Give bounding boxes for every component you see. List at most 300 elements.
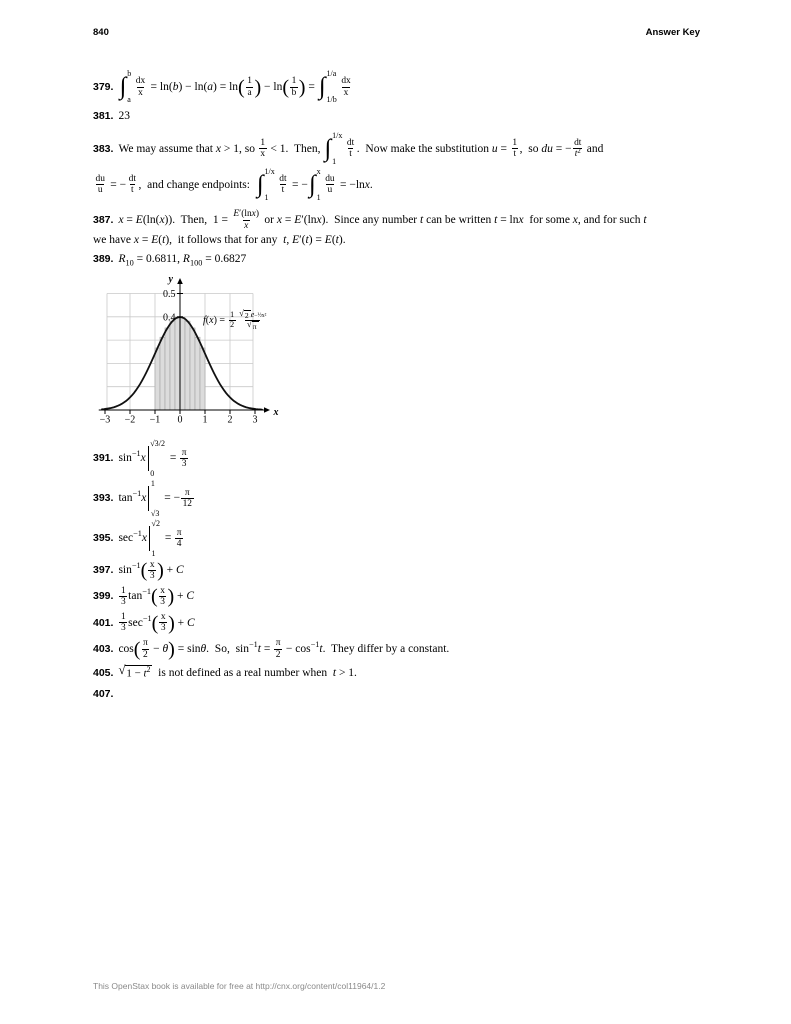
answer-content — [118, 438, 189, 478]
math-text: ′( — [299, 234, 306, 247]
math-variable: t — [283, 234, 287, 247]
math-variable: E — [292, 234, 300, 247]
answer-content — [118, 559, 184, 582]
fraction-numerator: du — [325, 173, 335, 184]
answer-399 — [93, 586, 718, 608]
math-variable: E — [135, 213, 143, 226]
math-radical — [118, 665, 152, 681]
integral-sign-icon: ∫ — [308, 171, 316, 199]
lower-limit: 1 — [332, 156, 337, 166]
fraction-denominator: t — [281, 185, 285, 196]
curve-equation-label — [203, 307, 269, 332]
math-fraction — [340, 76, 352, 98]
fraction-denominator: x — [260, 149, 266, 160]
math-text: sec — [118, 532, 134, 545]
math-fraction — [159, 612, 167, 634]
fraction-numerator: 1 — [230, 310, 235, 320]
math-fraction — [278, 174, 288, 196]
fraction-denominator: 2 — [230, 320, 235, 330]
math-variable: x — [364, 178, 370, 191]
math-text: tan — [128, 590, 143, 603]
math-paren: ) — [254, 75, 262, 98]
math-variable: t — [332, 666, 337, 679]
upper-limit: x — [316, 166, 321, 176]
math-variable: t — [319, 642, 323, 655]
math-superscript: −1 — [131, 449, 141, 459]
fraction-numerator: dx — [135, 75, 146, 86]
math-text: = — [305, 80, 318, 93]
answer-content — [118, 253, 247, 268]
answer-395 — [93, 520, 718, 558]
math-text: = — [497, 142, 510, 155]
math-text: for some — [523, 213, 573, 226]
upper-limit: √2 — [151, 518, 160, 528]
fraction-numerator: 1 — [120, 585, 126, 596]
radical-body: 2 — [244, 310, 249, 320]
integral-sign-icon: ∫ — [256, 171, 264, 199]
math-variable: x — [133, 234, 139, 247]
y-axis-arrow-icon — [177, 278, 183, 284]
fraction-denominator: x — [343, 87, 349, 98]
fraction-denominator: t — [349, 149, 352, 160]
math-fraction — [159, 586, 167, 608]
lower-limit: 1 — [264, 192, 269, 202]
answer-content — [118, 611, 195, 634]
math-superscript: −1 — [310, 639, 320, 649]
fraction-numerator: 1 — [291, 75, 297, 86]
math-text: or — [261, 213, 277, 226]
math-text: + — [163, 564, 177, 577]
math-variable: t — [305, 234, 309, 247]
math-fraction — [345, 138, 355, 160]
page-number: 840 — [93, 27, 109, 38]
answer-381 — [93, 109, 718, 124]
radical-sign-icon: √ — [246, 319, 252, 330]
integral-limits — [265, 168, 275, 202]
math-variable: x — [140, 452, 146, 465]
math-text: − — [150, 642, 163, 655]
math-variable: x — [215, 142, 221, 155]
math-text: )). Then, 1 = — [164, 213, 231, 226]
math-evaluation-bar — [149, 520, 160, 558]
fraction-numerator: dx — [341, 75, 351, 86]
upper-limit: 1/x — [264, 166, 275, 176]
math-text: + — [174, 590, 187, 603]
math-superscript: −1 — [132, 489, 142, 499]
fraction-numerator: 1 — [512, 137, 518, 148]
evaluation-limits — [150, 440, 165, 478]
fraction-denominator: 3 — [120, 597, 126, 608]
math-fraction — [274, 638, 282, 660]
math-fraction — [238, 307, 268, 332]
math-integral — [324, 132, 342, 166]
math-paren: ( — [140, 559, 148, 582]
answer-number: 381. — [93, 110, 114, 122]
fraction-denominator — [245, 320, 260, 331]
x-tick-label: 3 — [252, 414, 258, 426]
answer-389 — [93, 252, 718, 268]
fraction-denominator: b — [291, 87, 297, 98]
fraction-denominator: 12 — [182, 499, 193, 510]
fraction-numerator: π — [184, 487, 190, 498]
math-text: ′(ln — [301, 213, 317, 226]
answer-content — [93, 166, 373, 202]
answer-number: 387. — [93, 213, 114, 226]
x-tick-label: 2 — [227, 414, 233, 426]
answer-397 — [93, 560, 718, 582]
math-superscript: 2 — [577, 148, 581, 156]
math-variable: e — [250, 310, 255, 320]
math-fraction — [246, 76, 254, 98]
answer-content — [118, 637, 450, 660]
math-variable: x — [118, 213, 124, 226]
fraction-denominator: 4 — [176, 539, 182, 550]
answer-401 — [93, 612, 718, 634]
answer-number: 395. — [93, 532, 114, 545]
math-evaluation-bar — [148, 440, 165, 478]
math-variable: E — [324, 234, 332, 247]
fraction-numerator — [238, 307, 268, 320]
fraction-denominator: u — [97, 185, 103, 196]
answer-389-graph — [95, 270, 320, 428]
math-paren: ( — [133, 637, 141, 660]
answer-content — [118, 585, 195, 608]
answer-number: 405. — [93, 666, 114, 679]
math-superscript: −1 — [133, 529, 142, 539]
y-axis-label: y — [168, 273, 173, 285]
math-fraction — [511, 138, 519, 160]
math-variable: x — [518, 213, 524, 226]
normal-distribution-plot — [95, 270, 320, 428]
math-variable: f — [203, 315, 206, 327]
fraction-numerator: dt — [279, 173, 287, 184]
math-paren: ) — [168, 611, 175, 634]
answer-393 — [93, 480, 718, 518]
math-fraction — [573, 138, 583, 160]
math-fraction — [259, 138, 267, 160]
answer-383 — [93, 132, 718, 166]
fraction-numerator: x — [160, 611, 166, 622]
math-paren: ) — [298, 75, 306, 98]
math-variable: x — [316, 213, 322, 226]
math-variable: C — [186, 590, 195, 603]
page-footer — [93, 981, 385, 991]
math-integral — [119, 70, 131, 104]
math-text: ) = — [308, 234, 325, 247]
fraction-numerator: 1 — [120, 611, 126, 622]
answer-391 — [93, 440, 718, 478]
upper-limit: b — [127, 69, 132, 78]
math-text: < 1. Then, — [267, 142, 324, 155]
fraction-denominator: a — [247, 87, 252, 98]
fraction-numerator: 1 — [260, 137, 266, 148]
math-superscript: 2 — [146, 665, 151, 675]
integral-limits — [317, 168, 321, 202]
math-text: 1 − — [126, 667, 144, 680]
x-tick-label: −2 — [124, 414, 136, 426]
answer-379 — [93, 70, 718, 104]
math-subscript: 100 — [189, 258, 203, 268]
math-variable: x — [209, 315, 214, 327]
upper-limit: 1/a — [326, 69, 337, 78]
fraction-denominator: 3 — [160, 623, 166, 634]
answer-number: 401. — [93, 616, 114, 629]
fraction-numerator: du — [95, 173, 105, 184]
evaluation-bar-line — [148, 446, 149, 471]
math-text: sin — [118, 452, 132, 465]
math-superscript: −½x² — [254, 313, 267, 320]
answer-number: 391. — [93, 452, 114, 465]
answer-383-continued — [93, 168, 718, 202]
y-tick-label: 0.4 — [163, 311, 176, 323]
answer-content — [118, 478, 194, 518]
math-text: . Now make the substitution — [356, 142, 492, 155]
y-tick-label: 0.5 — [163, 288, 176, 300]
math-subscript: 10 — [125, 258, 134, 268]
integral-sign-icon: ∫ — [119, 73, 127, 101]
math-fraction — [119, 586, 127, 608]
fraction-numerator: π — [275, 637, 281, 648]
math-text: , so — [519, 142, 542, 155]
math-text: . So, sin — [206, 642, 249, 655]
math-integral — [319, 70, 337, 104]
math-text: tan — [118, 492, 133, 505]
math-text: = −ln — [337, 178, 365, 191]
fraction-denominator: 3 — [149, 571, 155, 582]
math-text: = − — [161, 492, 181, 505]
fraction-numerator: π — [142, 637, 148, 648]
x-tick-label: 0 — [177, 414, 183, 426]
math-superscript: −1 — [249, 639, 258, 649]
math-text: = ln — [497, 213, 519, 226]
evaluation-bar-line — [149, 526, 150, 551]
evaluation-limits — [151, 480, 159, 518]
math-fraction — [119, 612, 127, 634]
math-text: ′(ln — [239, 208, 252, 219]
math-text: = − — [107, 178, 127, 191]
math-text: can be written — [423, 213, 495, 226]
fraction-denominator — [573, 148, 582, 160]
lower-limit: 1/b — [326, 94, 337, 104]
answer-number: 399. — [93, 590, 114, 603]
footer-text: This OpenStax book is available for free at http://cnx.org/content/col11964/1.2 — [93, 981, 386, 991]
answer-387-continued — [93, 233, 718, 248]
math-paren: ) — [168, 637, 175, 660]
math-superscript: −1 — [142, 613, 152, 623]
fraction-denominator: 3 — [120, 623, 126, 634]
lower-limit: 1 — [151, 548, 156, 558]
fraction-denominator — [243, 220, 250, 232]
math-text: ). — [338, 234, 346, 247]
math-text: = — [261, 642, 274, 655]
math-fraction — [141, 638, 149, 660]
math-text: ( — [205, 315, 210, 327]
math-text: 23 — [118, 110, 130, 122]
math-fraction — [127, 174, 137, 196]
upper-limit: 1/x — [332, 130, 343, 140]
math-text: = — [166, 452, 180, 465]
answer-number: 407. — [93, 688, 114, 701]
math-variable: θ — [162, 642, 169, 655]
radical-body — [125, 665, 152, 681]
math-variable: b — [172, 80, 179, 93]
fraction-denominator: t — [513, 149, 517, 160]
answer-405 — [93, 665, 718, 681]
math-text: = — [123, 213, 136, 226]
math-variable: t — [643, 213, 647, 226]
math-variable: R — [182, 253, 190, 265]
fraction-denominator: t — [131, 185, 134, 196]
math-variable: E — [151, 234, 159, 247]
answer-407 — [93, 687, 718, 702]
math-text: we have — [93, 234, 134, 247]
fraction-numerator: dt — [128, 173, 136, 184]
math-variable: E — [233, 208, 240, 219]
math-integral — [309, 168, 321, 202]
math-text: = ln( — [147, 80, 173, 93]
radical-sign-icon: √ — [239, 307, 244, 318]
fraction-denominator: 2 — [143, 649, 148, 660]
fraction-numerator: dt — [346, 137, 355, 148]
math-fraction — [180, 448, 188, 470]
math-text: ) = ln — [213, 80, 239, 93]
answer-content — [118, 208, 647, 231]
integral-sign-icon: ∫ — [318, 73, 326, 101]
math-text: sec — [128, 616, 143, 629]
lower-limit: √3 — [150, 508, 160, 518]
math-text: = — [161, 532, 175, 545]
math-text: , — [286, 234, 293, 247]
math-superscript: −1 — [142, 587, 152, 597]
math-variable: du — [541, 142, 553, 155]
math-variable: C — [187, 616, 195, 629]
fraction-denominator: 3 — [160, 597, 165, 608]
fraction-numerator: x — [160, 585, 165, 596]
math-superscript: −1 — [131, 561, 141, 571]
math-variable: t — [494, 213, 498, 226]
answer-number: 403. — [93, 642, 114, 655]
math-paren: ( — [151, 585, 158, 608]
math-text: ). Since any number — [321, 213, 421, 226]
math-text: cos — [118, 642, 134, 655]
math-text: + — [174, 616, 188, 629]
math-variable: u — [491, 142, 498, 155]
integral-limits — [127, 70, 131, 104]
math-variable: x — [159, 213, 165, 226]
math-fraction — [324, 174, 336, 196]
math-variable: θ — [200, 642, 207, 655]
math-text: We may assume that — [118, 142, 216, 155]
answer-number: 379. — [93, 80, 114, 93]
math-fraction — [148, 560, 156, 582]
answer-content — [93, 234, 346, 246]
fraction-denominator: x — [138, 87, 143, 98]
answer-content — [118, 69, 353, 104]
fraction-numerator: dt — [574, 137, 582, 148]
math-variable: t — [420, 213, 424, 226]
math-paren: ( — [151, 611, 159, 634]
math-integral — [257, 168, 275, 202]
math-fraction — [175, 528, 183, 550]
math-text: ( — [331, 234, 336, 247]
answer-content — [118, 518, 184, 558]
math-paren: ) — [157, 559, 164, 582]
math-variable: x — [276, 213, 282, 226]
fraction-numerator: π — [181, 447, 187, 458]
math-variable: x — [141, 532, 148, 545]
fraction-denominator: u — [327, 185, 333, 196]
answer-content — [118, 130, 604, 166]
math-text: ) − ln( — [178, 80, 208, 93]
answer-number: 389. — [93, 253, 114, 265]
math-variable: x — [244, 220, 249, 231]
math-fraction — [94, 174, 106, 196]
fraction-numerator: 1 — [247, 75, 252, 86]
math-variable: a — [207, 80, 214, 93]
math-text: ( — [158, 234, 163, 247]
math-text: , and change endpoints: — [138, 178, 256, 191]
math-text: . — [369, 178, 373, 191]
math-fraction — [181, 488, 193, 510]
math-text: = sin — [174, 642, 201, 655]
upper-limit: √3/2 — [150, 438, 165, 448]
fraction-numerator — [232, 209, 261, 220]
integral-sign-icon: ∫ — [324, 135, 332, 163]
math-evaluation-bar — [148, 480, 159, 518]
lower-limit: 0 — [150, 468, 155, 478]
lower-limit: 1 — [316, 192, 321, 202]
evaluation-limits — [152, 520, 160, 558]
answer-403 — [93, 638, 718, 660]
math-text: = 0.6827 — [202, 253, 247, 265]
math-text: ) = — [213, 315, 228, 327]
math-variable: t — [162, 234, 166, 247]
x-tick-label: 1 — [202, 414, 208, 426]
math-text: = − — [289, 178, 308, 191]
fraction-numerator: π — [176, 527, 182, 538]
math-variable: x — [141, 492, 147, 505]
math-variable: x — [251, 208, 256, 219]
x-axis-arrow-icon — [264, 407, 270, 413]
math-text: > 1, so — [220, 142, 258, 155]
math-paren: ( — [238, 75, 245, 98]
x-tick-label: −3 — [99, 414, 111, 426]
math-text: , and for such — [577, 213, 644, 226]
math-variable: t — [257, 642, 261, 655]
math-text: = — [138, 234, 152, 247]
integral-limits — [332, 132, 342, 166]
math-text: = − — [552, 142, 572, 155]
radical-sign-icon: √ — [118, 663, 126, 678]
fraction-denominator: 2 — [275, 649, 281, 660]
math-fraction — [134, 76, 146, 98]
math-fraction — [290, 76, 298, 98]
math-text: = — [281, 213, 295, 226]
fraction-numerator: x — [149, 559, 155, 570]
upper-limit: 1 — [150, 478, 155, 488]
math-variable: t — [574, 149, 578, 160]
answer-content — [118, 663, 357, 680]
answer-content — [118, 110, 130, 122]
math-variable: x — [572, 213, 578, 226]
math-text: > 1. — [336, 666, 357, 679]
math-text: is not defined as a real number when — [152, 666, 333, 679]
math-text: = 0.6811, — [133, 253, 183, 265]
math-variable: C — [176, 564, 184, 577]
radical-body: π — [252, 322, 257, 332]
evaluation-bar-line — [148, 486, 149, 511]
integral-limits — [327, 70, 337, 104]
